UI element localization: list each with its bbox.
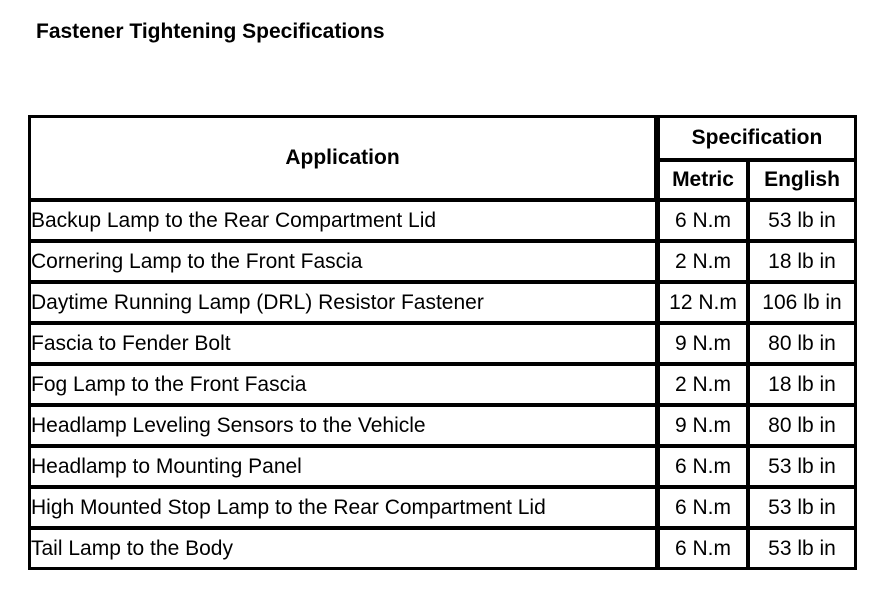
application-cell: Tail Lamp to the Body	[31, 526, 655, 567]
english-cell: 53 lb in	[746, 198, 854, 239]
english-cell: 18 lb in	[746, 362, 854, 403]
english-cell: 53 lb in	[746, 526, 854, 567]
application-cell: Headlamp to Mounting Panel	[31, 444, 655, 485]
column-header-specification: Specification	[655, 118, 854, 158]
column-header-english: English	[746, 158, 854, 198]
fastener-spec-table	[28, 115, 857, 570]
application-cell: Daytime Running Lamp (DRL) Resistor Fastener	[31, 280, 655, 321]
english-cell: 80 lb in	[746, 321, 854, 362]
metric-cell: 6 N.m	[655, 444, 746, 485]
page-title: Fastener Tightening Specifications	[36, 20, 385, 43]
table-body	[31, 198, 854, 567]
application-cell: Headlamp Leveling Sensors to the Vehicle	[31, 403, 655, 444]
table-row	[31, 403, 854, 444]
english-cell: 80 lb in	[746, 403, 854, 444]
table-row	[31, 362, 854, 403]
application-cell: High Mounted Stop Lamp to the Rear Compartment Lid	[31, 485, 655, 526]
metric-cell: 6 N.m	[655, 526, 746, 567]
table-row	[31, 444, 854, 485]
metric-cell: 2 N.m	[655, 239, 746, 280]
column-header-application: Application	[31, 118, 655, 198]
application-cell: Fog Lamp to the Front Fascia	[31, 362, 655, 403]
application-cell: Backup Lamp to the Rear Compartment Lid	[31, 198, 655, 239]
table-row	[31, 321, 854, 362]
metric-cell: 9 N.m	[655, 321, 746, 362]
table-row	[31, 198, 854, 239]
header-row	[31, 118, 854, 158]
table-row	[31, 526, 854, 567]
metric-cell: 9 N.m	[655, 403, 746, 444]
table-row	[31, 485, 854, 526]
english-cell: 106 lb in	[746, 280, 854, 321]
table-row	[31, 239, 854, 280]
metric-cell: 6 N.m	[655, 485, 746, 526]
english-cell: 53 lb in	[746, 485, 854, 526]
metric-cell: 6 N.m	[655, 198, 746, 239]
english-cell: 53 lb in	[746, 444, 854, 485]
metric-cell: 12 N.m	[655, 280, 746, 321]
metric-cell: 2 N.m	[655, 362, 746, 403]
english-cell: 18 lb in	[746, 239, 854, 280]
table-row	[31, 280, 854, 321]
application-cell: Cornering Lamp to the Front Fascia	[31, 239, 655, 280]
column-header-metric: Metric	[655, 158, 746, 198]
application-cell: Fascia to Fender Bolt	[31, 321, 655, 362]
